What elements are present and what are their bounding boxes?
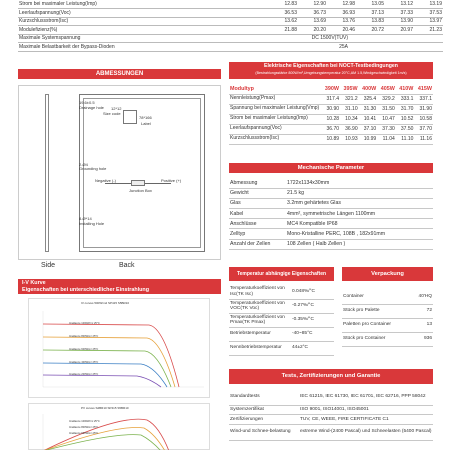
note-label: Label [141, 121, 151, 126]
top-row-label: Maximale Belastbarkeit der Bypass-Dioden [18, 43, 269, 52]
mech-value: 21.5 kg [286, 188, 433, 198]
noct-row-value: 10.28 [321, 114, 340, 124]
iv-header [18, 279, 221, 294]
mech-value: 4mm², symmetrische Längen 1100mm [286, 209, 433, 219]
noct-row [229, 104, 433, 114]
tests-table [229, 389, 433, 441]
noct-header-row [229, 84, 433, 94]
noct-row-label: Leerlaufspannung(Voc) [229, 124, 321, 134]
noct-row-value: 31.10 [340, 104, 359, 114]
top-row-value: 12.83 [269, 0, 298, 9]
top-row [18, 34, 443, 43]
test-value: IEC 61215, IEC 61730, IEC 61701, IEC 62716, PPP 58042 [299, 389, 433, 405]
top-row-span: 25A [269, 43, 443, 52]
noct-col-header: 415W [414, 84, 433, 94]
test-row [229, 415, 433, 425]
noct-row-value: 31.90 [414, 104, 433, 114]
mech-value: 108 Zellen ( Halb Zellen ) [286, 239, 433, 249]
top-row-value: 13.90 [385, 17, 414, 26]
verp-key: Paletten pro Container [342, 318, 402, 332]
mech-header: Mechanische Parameter [229, 163, 433, 173]
test-key: Wind-und Schnee-belastung [229, 424, 299, 440]
note-dim1: 19.6±0.5 [79, 100, 95, 105]
temp-header: Temperatur abhängige Eigenschaften [229, 267, 334, 281]
top-row-value: 21.88 [269, 26, 298, 35]
temp-row [229, 285, 334, 299]
cable-right [145, 183, 171, 184]
iv-chart-1-svg [29, 299, 211, 399]
verp-row [342, 332, 433, 346]
tests-header: Tests, Zertifizierungen und Garantie [229, 369, 433, 384]
mech-key: Zelltyp [229, 229, 286, 239]
noct-col-header: 405W [377, 84, 396, 94]
mech-key: Abmessung [229, 178, 286, 188]
noct-row-label: Nennleistung(Pmax) [229, 94, 321, 104]
temp-key: Temperaturkoeffizient von VOC(TK Voc) [229, 299, 291, 313]
iv-legend-2-2: Irradiance 800W/m² 25°C [69, 426, 99, 429]
note-jbox: Junction Box [129, 188, 152, 193]
temp-key: Temperaturkoeffizient von Isc(TK Isc) [229, 285, 291, 299]
verp-value: 72 [402, 304, 433, 318]
noct-row-value: 333.1 [396, 94, 415, 104]
verp-key: Container [342, 290, 402, 304]
noct-row-value: 337.1 [414, 94, 433, 104]
noct-row-value: 37.30 [377, 124, 396, 134]
verp-row [342, 318, 433, 332]
top-row-span: DC 1500V(TUV) [269, 34, 443, 43]
mech-row [229, 188, 433, 198]
dimension-drawing [18, 85, 221, 269]
test-key: Standardtests [229, 389, 299, 405]
note-pos: Positive (+) [161, 178, 182, 183]
top-row-label: Leerlaufspannung(Voc) [18, 9, 269, 18]
top-row [18, 43, 443, 52]
temp-value: -40~85°C [291, 327, 334, 341]
noct-col-header: 390W [321, 84, 340, 94]
test-row [229, 405, 433, 415]
noct-row-label: Spannung bei maximaler Leistung(Vmp) [229, 104, 321, 114]
noct-row-value: 36.70 [321, 124, 340, 134]
mech-value: Mono-Kristalline PERC, 108B , 182x91mm [286, 229, 433, 239]
top-row-value: 13.12 [385, 0, 414, 9]
noct-row-label: Strom bei maximaler Leistung(Imp) [229, 114, 321, 124]
note-size: Size code [103, 111, 121, 116]
temp-value: -0.35%/°C [291, 313, 334, 327]
verp-value: 13 [402, 318, 433, 332]
noct-col-header: 410W [396, 84, 415, 94]
top-row [18, 17, 443, 26]
top-row [18, 26, 443, 35]
top-row-value: 13.83 [356, 17, 385, 26]
iv-legend-1: Irradiance 1000W/m² 25°C [69, 322, 100, 325]
top-row-label: Maximale Systemspannung [18, 34, 269, 43]
noct-row-value: 10.47 [377, 114, 396, 124]
side-view-frame [45, 94, 49, 252]
top-row-value: 12.98 [327, 0, 356, 9]
noct-row-value: 10.99 [359, 134, 378, 144]
noct-row-value: 11.04 [377, 134, 396, 144]
note-d3: 8-Ø*14 [79, 216, 92, 221]
iv-legend-5: Irradiance 200W/m² 25°C [69, 373, 99, 376]
noct-title: Elektrische Eigenschaften bei NOCT-Testbedingungen [264, 63, 398, 69]
mech-key: Gewicht [229, 188, 286, 198]
label-sticker [123, 110, 137, 124]
noct-row-value: 11.16 [414, 134, 433, 144]
note-mount: Installing Hole [79, 221, 105, 226]
mech-key: Glas [229, 198, 286, 208]
junction-box [131, 180, 145, 186]
verp-value: 936 [402, 332, 433, 346]
abmessungen-header: ABMESSUNGEN [18, 69, 221, 79]
noct-row-value: 10.41 [359, 114, 378, 124]
top-row-value: 13.69 [298, 17, 327, 26]
test-value: extreme Wind-(2400 Pascal) und Schneelasten (5400 Pascal) [299, 424, 433, 440]
iv-chart-2-title: PV curves S2BR10 SP415 S5BR10 [81, 406, 129, 410]
top-row-value: 21.23 [414, 26, 443, 35]
noct-row-value: 36.90 [340, 124, 359, 134]
top-row-label: Kurzschlussstrom(Isc) [18, 17, 269, 26]
test-row [229, 424, 433, 440]
noct-row-label: Kurzschlussstrom(Isc) [229, 134, 321, 144]
top-row-value: 13.97 [414, 17, 443, 26]
top-row-value: 37.13 [356, 9, 385, 18]
iv-chart-1-title: IV curves 500W/m2 SP415 S5BR10 [81, 301, 130, 305]
iv-legend-2: Irradiance 800W/m² 25°C [69, 335, 99, 338]
iv-legend-2-3: Irradiance 600W/m² 25°C [69, 432, 99, 435]
top-row-label: Modulefizienz(%) [18, 26, 269, 35]
temp-table [229, 285, 334, 356]
verp-value: 40'HQ [402, 290, 433, 304]
caption-back: Back [119, 262, 135, 269]
top-row-label: Strom bei maximaler Leistung(Imp) [18, 0, 269, 9]
temp-key: Nennbetriebstemperatur [229, 341, 291, 355]
top-row-value: 13.62 [269, 17, 298, 26]
test-value: ISO 9001, ISO14001, ISO45001 [299, 405, 433, 415]
temp-value: -0.27%/°C [291, 299, 334, 313]
test-key: Zertifizierungen [229, 415, 299, 425]
noct-row [229, 94, 433, 104]
temp-value: 44±2°C [291, 341, 334, 355]
top-row [18, 0, 443, 9]
verp-row [342, 304, 433, 318]
mech-value: 3.2mm gehärtetes Glas [286, 198, 433, 208]
mech-key: Kabel [229, 209, 286, 219]
noct-row-value: 10.52 [396, 114, 415, 124]
mech-key: Anzahl der Zellen [229, 239, 286, 249]
top-row-value: 20.20 [298, 26, 327, 35]
test-key: Systemzertifikat [229, 405, 299, 415]
note-c2: 78*166 [139, 115, 152, 120]
mech-value: 1722x1134x30mm [286, 178, 433, 188]
noct-row-value: 10.58 [414, 114, 433, 124]
verp-key: Stück pro Container [342, 332, 402, 346]
noct-row-value: 329.2 [377, 94, 396, 104]
top-row-value: 36.73 [298, 9, 327, 18]
top-row-value: 13.19 [414, 0, 443, 9]
mech-row [229, 209, 433, 219]
note-neg: Negative (-) [95, 178, 116, 183]
temp-row [229, 341, 334, 355]
noct-row-value: 30.90 [321, 104, 340, 114]
noct-row [229, 124, 433, 134]
noct-row-value: 10.34 [340, 114, 359, 124]
noct-row-value: 10.89 [321, 134, 340, 144]
noct-row-value: 317.4 [321, 94, 340, 104]
note-drainage: Drainage hole [79, 105, 104, 110]
verpackung-table [342, 290, 433, 347]
top-row-value: 36.93 [327, 9, 356, 18]
top-row-value: 20.46 [327, 26, 356, 35]
noct-row-value: 321.2 [340, 94, 359, 104]
top-row-value: 13.76 [327, 17, 356, 26]
noct-row-value: 37.10 [359, 124, 378, 134]
verp-key: Stück pro Palette [342, 304, 402, 318]
noct-row-value: 31.50 [377, 104, 396, 114]
mech-row [229, 178, 433, 188]
top-row [18, 9, 443, 18]
temp-row [229, 299, 334, 313]
iv-legend-4: Irradiance 400W/m² 25°C [69, 361, 99, 364]
note-d2: 2-Ø4 [79, 162, 88, 167]
note-c1: 12*12 [111, 106, 122, 111]
mech-table [229, 178, 433, 250]
noct-row [229, 134, 433, 144]
mech-key: Anschlüsse [229, 219, 286, 229]
verpackung-header: Verpackung [342, 267, 433, 281]
top-row-value: 20.72 [356, 26, 385, 35]
noct-col-header: 400W [359, 84, 378, 94]
noct-subtitle: (Bestrahlungsstärke 800W/m²,Umgebungstemperatur 20°C,AM 1.5,Windgeschwindigkeit 1m/s) [255, 70, 407, 75]
temp-value: 0.048%/°C [291, 285, 334, 299]
iv-subtitle: Eigenschaften bei unterschiedlicher Einstrahlung [22, 286, 150, 293]
top-spec-table [18, 0, 443, 52]
top-row-value: 12.90 [298, 0, 327, 9]
noct-table [229, 84, 433, 145]
mech-row [229, 239, 433, 249]
top-row-value: 13.05 [356, 0, 385, 9]
temp-row [229, 327, 334, 341]
caption-side: Side [41, 262, 56, 269]
temp-key: Betriebstemperatur [229, 327, 291, 341]
mech-value: MC4 Kompatible IP68 [286, 219, 433, 229]
noct-row-value: 11.10 [396, 134, 415, 144]
noct-col-header: 395W [340, 84, 359, 94]
iv-chart-2-svg [29, 404, 211, 450]
top-row-value: 37.33 [385, 9, 414, 18]
top-row-value: 20.97 [385, 26, 414, 35]
cable-left [105, 183, 131, 184]
mech-row [229, 219, 433, 229]
iv-chart-1 [28, 298, 210, 398]
iv-legend-2-1: Irradiance 1000W/m² 25°C [69, 420, 100, 423]
noct-header [229, 62, 433, 79]
noct-row-value: 10.93 [340, 134, 359, 144]
verp-row [342, 290, 433, 304]
noct-row-value: 37.70 [414, 124, 433, 134]
noct-row-value: 37.50 [396, 124, 415, 134]
test-value: TUV, CE, WEEE, FIRE CERTIFICATE C1 [299, 415, 433, 425]
iv-legend-3: Irradiance 600W/m² 25°C [69, 348, 99, 351]
top-row-value: 36.53 [269, 9, 298, 18]
temp-row [229, 313, 334, 327]
noct-row-value: 31.70 [396, 104, 415, 114]
noct-row-value: 325.4 [359, 94, 378, 104]
iv-title: I-V Kurve [22, 280, 46, 286]
iv-chart-2 [28, 403, 210, 450]
test-row [229, 389, 433, 405]
noct-col-header: Modultyp [229, 84, 321, 94]
temp-key: Temperaturkoeffizient von Pmax(TK Pmax) [229, 313, 291, 327]
mech-row [229, 229, 433, 239]
noct-row-value: 31.30 [359, 104, 378, 114]
top-row-value: 37.53 [414, 9, 443, 18]
noct-row [229, 114, 433, 124]
note-ground: Grounding hole [79, 166, 107, 171]
mech-row [229, 198, 433, 208]
